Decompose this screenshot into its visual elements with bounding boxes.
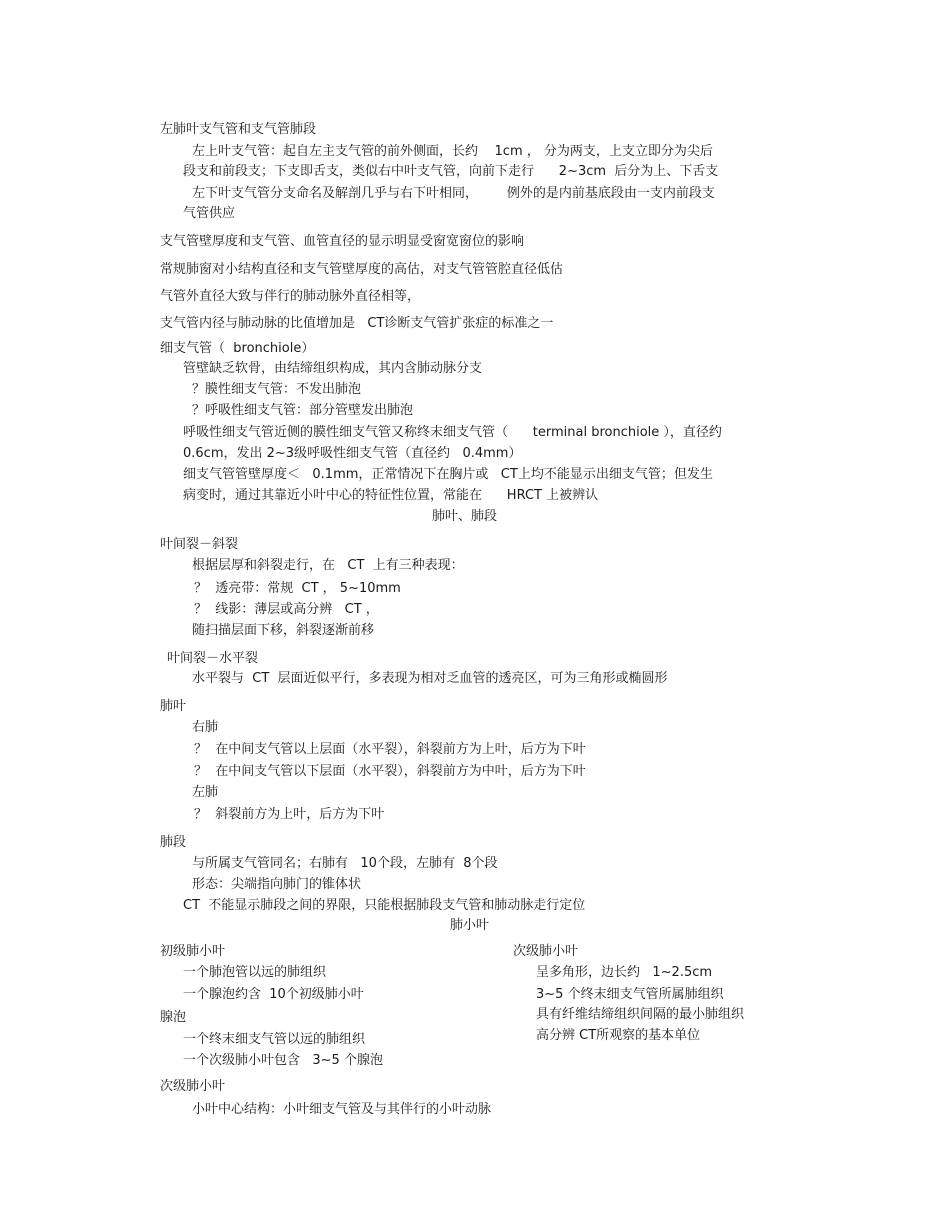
section-heading-lung-lobes: 肺叶: [160, 699, 187, 714]
text-line: 病变时，通过其靠近小叶中心的特征性位置，常能在 HRCT 上被辨认: [183, 488, 599, 503]
text-line: 与所属支气管同名；右肺有 10个段，左肺有 8个段: [192, 856, 498, 871]
text-line: 细支气管管壁厚度＜ 0.1mm，正常情况下在胸片或 CT上均不能显示出细支气管；但发生: [183, 467, 713, 482]
text-line: 呈多角形，边长约 1~2.5cm: [536, 965, 713, 980]
list-item: ？ 斜裂前方为上叶，后方为下叶: [194, 807, 385, 822]
text-line: 气管供应: [183, 206, 236, 221]
text-line: 左上叶支气管：起自左主支气管的前外侧面，长约 1cm ， 分为两支，上支立即分为尖后: [192, 144, 713, 159]
subheading-left-lung: 左肺: [192, 785, 219, 800]
list-item: ？ 线影：薄层或高分辨 CT ，: [194, 602, 379, 617]
section-heading-oblique-fissure: 叶间裂－斜裂: [160, 537, 239, 552]
text-line: 根据层厚和斜裂走行，在 CT 上有三种表现：: [192, 558, 464, 573]
text-line: 呼吸性细支气管近侧的膜性细支气管又称终末细支气管（ terminal bronchiole ），直径约: [183, 425, 722, 440]
section-heading-bronchiole: 细支气管（ bronchiole）: [160, 341, 315, 356]
section-heading-lung-segments: 肺段: [160, 835, 187, 850]
text-line: 管壁缺乏软骨，由结缔组织构成，其内含肺动脉分支: [183, 361, 483, 376]
list-item: ？ 透亮带：常规 CT ， 5~10mm: [194, 581, 401, 596]
subheading-acinus: 腺泡: [160, 1010, 187, 1025]
text-line: 段支和前段支；下支即舌支，类似右中叶支气管，向前下走行 2~3cm 后分为上、下舌支: [183, 164, 719, 179]
text-line: 支气管内径与肺动脉的比值增加是 CT诊断支气管扩张症的标准之一: [160, 316, 554, 331]
section-heading-secondary-lobule: 次级肺小叶: [160, 1079, 226, 1094]
text-line: 气管外直径大致与伴行的肺动脉外直径相等，: [160, 289, 421, 304]
text-line: 高分辨 CT所观察的基本单位: [536, 1028, 701, 1043]
centered-heading-pulmonary-lobule: 肺小叶: [450, 918, 490, 933]
text-line: 小叶中心结构：小叶细支气管及与其伴行的小叶动脉: [192, 1102, 492, 1117]
text-line: 随扫描层面下移，斜裂逐渐前移: [192, 623, 375, 638]
text-line: 水平裂与 CT 层面近似平行，多表现为相对乏血管的透亮区，可为三角形或椭圆形: [192, 671, 668, 686]
text-line: CT 不能显示肺段之间的界限，只能根据肺段支气管和肺动脉走行定位: [183, 898, 586, 913]
text-line: 一个腺泡约含 10个初级肺小叶: [183, 987, 364, 1002]
text-line: 形态：尖端指向肺门的锥体状: [192, 877, 362, 892]
centered-heading-lobes-segments: 肺叶、肺段: [432, 509, 498, 524]
text-line: 常规肺窗对小结构直径和支气管壁厚度的高估，对支气管管腔直径低估: [160, 262, 564, 277]
list-item: ？ 在中间支气管以上层面（水平裂），斜裂前方为上叶，后方为下叶: [194, 742, 586, 757]
list-item: ？呼吸性细支气管：部分管壁发出肺泡: [192, 403, 414, 418]
text-line: 3~5 个终末细支气管所属肺组织: [536, 987, 724, 1002]
text-line: 左下叶支气管分支命名及解剖几乎与右下叶相同， 例外的是内前基底段由一支内前段支: [192, 186, 715, 201]
section-heading-left-lobe-bronchi: 左肺叶支气管和支气管肺段: [160, 122, 317, 137]
subheading-primary-lobule: 初级肺小叶: [160, 944, 226, 959]
text-line: 一个终末细支气管以远的肺组织: [183, 1032, 366, 1047]
text-line: 0.6cm，发出 2~3级呼吸性细支气管（直径约 0.4mm）: [183, 446, 522, 461]
list-item: ？ 在中间支气管以下层面（水平裂），斜裂前方为中叶，后方为下叶: [194, 764, 586, 779]
text-line: 一个次级肺小叶包含 3~5 个腺泡: [183, 1053, 383, 1068]
subheading-secondary-lobule: 次级肺小叶: [513, 944, 579, 959]
text-line: 具有纤维结缔组织间隔的最小肺组织: [536, 1007, 745, 1022]
section-heading-horizontal-fissure: 叶间裂－水平裂: [167, 651, 259, 666]
list-item: ？膜性细支气管：不发出肺泡: [192, 382, 362, 397]
text-line: 支气管壁厚度和支气管、血管直径的显示明显受窗宽窗位的影响: [160, 234, 525, 249]
subheading-right-lung: 右肺: [192, 720, 219, 735]
text-line: 一个肺泡管以远的肺组织: [183, 965, 327, 980]
